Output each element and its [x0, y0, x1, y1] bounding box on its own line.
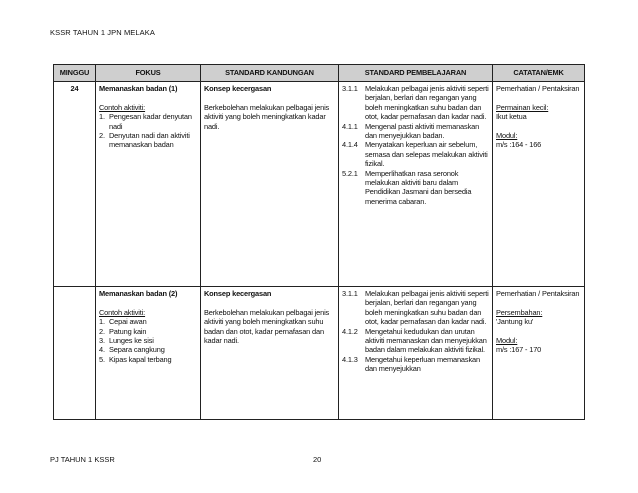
header-standard-kandungan: STANDARD KANDUNGAN: [201, 65, 339, 82]
sk-title: Konsep kecergasan: [204, 84, 272, 93]
catatan-label2: Persembahan:: [496, 307, 543, 317]
catatan-cell: [493, 82, 585, 287]
list-item: 5. Kipas kapal terbang: [99, 354, 172, 364]
header-minggu: MINGGU: [54, 65, 96, 82]
footer-title: PJ TAHUN 1 KSSR: [50, 455, 115, 464]
catatan-value2: Ikut ketua: [496, 112, 527, 122]
list-item: 1. Pengesan kadar denyutan nadi: [99, 112, 192, 131]
catatan-value3: m/s :167 - 170: [496, 345, 542, 355]
standard-pembelajaran-cell: [339, 287, 493, 420]
week-number: [54, 287, 96, 420]
sp-item: 4.1.4 Menyatakan keperluan air sebelum, semasa dan selepas melakukan aktiviti fizikal.: [342, 140, 488, 169]
sp-item: 4.1.1 Mengenal pasti aktiviti memanaskan dan menyejukkan badan.: [342, 121, 480, 141]
fokus-cell: [96, 82, 201, 287]
sk-text: Berkebolehan melakukan pelbagai jenis aktiviti yang boleh meningkatkan suhu badan dan otot, kadar pernafasan dan kadar nadi.: [204, 307, 330, 346]
fokus-cell: [96, 287, 201, 420]
standard-kandungan-cell: [201, 82, 339, 287]
sp-item: 3.1.1 Melakukan pelbagai jenis aktiviti seperti berjalan, berlari dan regangan yang boleh meningkatkan suhu badan dan otot, kadar pernafasan dan kadar nadi.: [342, 84, 489, 122]
catatan-value2: 'Jantung ku': [496, 317, 534, 327]
header-standard-pembelajaran: STANDARD PEMBELAJARAN: [339, 65, 493, 82]
sk-text: Berkebolehan melakukan pelbagai jenis aktiviti yang boleh meningkatkan kadar nadi.: [204, 102, 330, 131]
fokus-title: Memanaskan badan (1): [99, 84, 178, 93]
page-header: KSSR TAHUN 1 JPN MELAKA: [50, 28, 155, 37]
catatan-value3: m/s :164 - 166: [496, 140, 542, 150]
list-item: 1. Cepai awan: [99, 317, 147, 327]
lesson-plan-table: [53, 64, 585, 420]
fokus-sub: Contoh aktiviti:: [99, 307, 146, 317]
page-number: 20: [313, 455, 322, 464]
fokus-sub: Contoh aktiviti:: [99, 102, 146, 112]
catatan-label2: Permainan kecil:: [496, 102, 549, 112]
catatan-label3: Modul:: [496, 336, 518, 345]
sk-title: Konsep kecergasan: [204, 289, 272, 298]
table-row: [54, 82, 585, 287]
list-item: 2. Denyutan nadi dan aktiviti memanaskan badan: [99, 131, 190, 150]
sp-item: 3.1.1 Melakukan pelbagai jenis aktiviti seperti berjalan, berlari dan regangan yang boleh meningkatkan suhu badan dan otot, kadar pernafasan dan kadar nadi.: [342, 289, 489, 327]
sp-item: 5.2.1 Memperlihatkan rasa seronok melakukan aktiviti baru dalam Pendidikan Jasmani dan bersedia menerima cabaran.: [342, 168, 472, 206]
list-item: 3. Lunges ke sisi: [99, 336, 154, 346]
table-row: [54, 287, 585, 420]
standard-kandungan-cell: [201, 287, 339, 420]
catatan-line1: Pemerhatian / Pentaksiran: [496, 289, 580, 298]
header-catatan: CATATAN/EMK: [493, 65, 585, 82]
standard-pembelajaran-cell: [339, 82, 493, 287]
catatan-label3: Modul:: [496, 131, 518, 140]
list-item: 2. Patung kain: [99, 326, 147, 336]
week-number: 24: [54, 82, 96, 287]
catatan-line1: Pemerhatian / Pentaksiran: [496, 84, 580, 93]
header-fokus: FOKUS: [96, 65, 201, 82]
sp-item: 4.1.2 Mengetahui kedudukan dan urutan aktiviti memanaskan dan menyejukkan badan dalam melakukan aktiviti fizikal.: [342, 326, 487, 355]
list-item: 4. Separa cangkung: [99, 345, 165, 355]
catatan-cell: [493, 287, 585, 420]
sp-item: 4.1.3 Mengetahui keperluan memanaskan dan menyejukkan: [342, 354, 480, 374]
table-header-row: [54, 65, 585, 82]
fokus-title: Memanaskan badan (2): [99, 289, 178, 298]
